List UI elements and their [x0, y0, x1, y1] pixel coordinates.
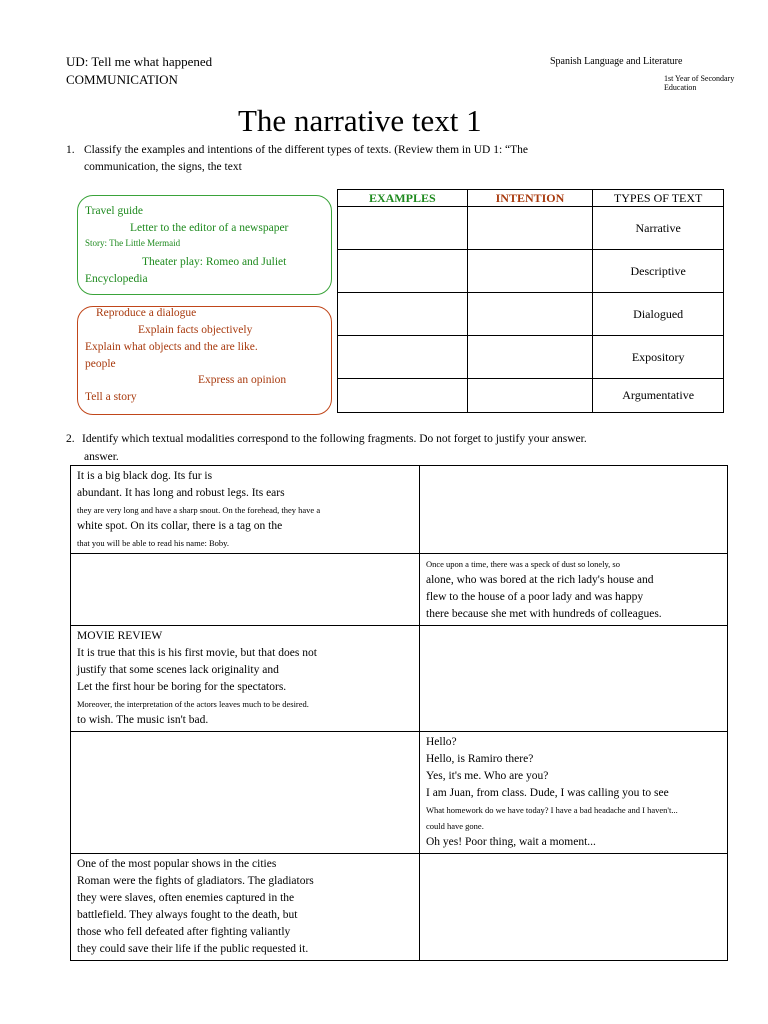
example-item: Encyclopedia — [85, 273, 148, 285]
fragment-line: white spot. On its collar, there is a tag on the — [77, 520, 283, 532]
fragment-line: battlefield. They always fought to the death, but — [77, 909, 298, 921]
type-cell: Descriptive — [593, 250, 724, 293]
page-title: The narrative text 1 — [238, 103, 482, 138]
intention-item: Explain facts objectively — [138, 324, 253, 336]
answer-cell[interactable] — [420, 466, 728, 554]
fragment-line: flew to the house of a poor lady and was happy — [426, 591, 644, 603]
type-cell: Argumentative — [593, 379, 724, 413]
fragment-cell-dialogue — [420, 732, 728, 854]
fragment-cell-descriptive — [71, 466, 420, 554]
q1-text-line1: Classify the examples and intentions of the different types of texts. (Review them in UD 1: “The — [84, 144, 529, 156]
fragment-cell-narrative — [420, 554, 728, 626]
intention-cell[interactable] — [467, 207, 593, 250]
examples-cell[interactable] — [338, 379, 468, 413]
fragment-line: I am Juan, from class. Dude, I was calling you to see — [426, 787, 669, 799]
fragment-line: they are very long and have a sharp snout. On the forehead, they have a — [77, 505, 321, 515]
answer-cell[interactable] — [420, 854, 728, 961]
answer-cell[interactable] — [71, 732, 420, 854]
fragments-table — [70, 465, 728, 961]
year-label: 1st Year of Secondary Education — [664, 74, 735, 92]
subject-label: Spanish Language and Literature — [550, 56, 683, 67]
fragment-line: MOVIE REVIEW — [77, 630, 163, 642]
fragment-line: Let the first hour be boring for the spectators. — [77, 681, 287, 693]
fragment-line: there because she met with hundreds of colleagues. — [426, 608, 662, 620]
q1-text-line2: communication, the signs, the text — [84, 161, 242, 173]
fragment-line: Hello? — [426, 736, 457, 748]
examples-cell[interactable] — [338, 207, 468, 250]
fragment-line: Oh yes! Poor thing, wait a moment... — [426, 836, 596, 848]
examples-cell[interactable] — [338, 293, 468, 336]
fragment-line: that you will be able to read his name: Boby. — [77, 538, 229, 548]
fragment-line: justify that some scenes lack originality and — [77, 664, 279, 676]
fragment-line: Roman were the fights of gladiators. The gladiators — [77, 875, 314, 887]
intention-cell[interactable] — [467, 336, 593, 379]
q2-number: 2. — [66, 433, 75, 445]
fragment-cell-expository — [71, 854, 420, 961]
fragment-line: It is a big black dog. Its fur is — [77, 470, 213, 482]
type-cell: Dialogued — [593, 293, 724, 336]
intention-cell[interactable] — [467, 379, 593, 413]
intention-cell[interactable] — [467, 250, 593, 293]
examples-cell[interactable] — [338, 336, 468, 379]
examples-box — [77, 195, 332, 295]
intention-item: Reproduce a dialogue — [96, 307, 197, 319]
fragment-line: Moreover, the interpretation of the actors leaves much to be desired. — [77, 699, 309, 709]
fragment-line: alone, who was bored at the rich lady's house and — [426, 574, 654, 586]
example-item: Travel guide — [85, 205, 144, 217]
answer-cell[interactable] — [71, 554, 420, 626]
fragment-line: those who fell defeated after fighting valiantly — [77, 926, 291, 938]
intentions-box — [77, 306, 332, 415]
fragment-line: One of the most popular shows in the cities — [77, 858, 277, 870]
q1-number: 1. — [66, 144, 75, 156]
fragment-line: to wish. The music isn't bad. — [77, 714, 209, 726]
answer-cell[interactable] — [420, 626, 728, 732]
q2-text-line2: answer. — [84, 451, 119, 463]
header-intention: INTENTION — [467, 190, 593, 207]
example-item: Letter to the editor of a newspaper — [130, 222, 289, 234]
type-cell: Expository — [593, 336, 724, 379]
fragment-line: abundant. It has long and robust legs. Its ears — [77, 487, 285, 499]
header-examples: EXAMPLES — [338, 190, 468, 207]
intention-item: people — [85, 358, 116, 370]
fragment-line: they could save their life if the public requested it. — [77, 943, 309, 955]
intention-item: Tell a story — [85, 391, 137, 403]
fragment-line: they were slaves, often enemies captured in the — [77, 892, 295, 904]
fragment-line: It is true that this is his first movie, but that does not — [77, 647, 317, 659]
intention-cell[interactable] — [467, 293, 593, 336]
fragment-line: What homework do we have today? I have a bad headache and I haven't... — [426, 805, 678, 815]
type-cell: Narrative — [593, 207, 724, 250]
fragment-line: Hello, is Ramiro there? — [426, 753, 534, 765]
example-item: Story: The Little Mermaid — [85, 238, 181, 248]
examples-cell[interactable] — [338, 250, 468, 293]
fragment-line: could have gone. — [426, 821, 484, 831]
fragment-line: Once upon a time, there was a speck of dust so lonely, so — [426, 559, 620, 569]
header-types: TYPES OF TEXT — [593, 190, 724, 207]
fragment-cell-review — [71, 626, 420, 732]
q2-text-line1: Identify which textual modalities correspond to the following fragments. Do not forget to justify your answer. — [82, 433, 587, 445]
intention-item: Express an opinion — [198, 374, 287, 386]
fragment-line: Yes, it's me. Who are you? — [426, 770, 549, 782]
classification-table — [337, 189, 724, 413]
example-item: Theater play: Romeo and Juliet — [142, 256, 287, 268]
intention-item: Explain what objects and the are like. — [85, 341, 258, 353]
unit-title: UD: Tell me what happened — [66, 54, 213, 69]
section-label: COMMUNICATION — [66, 72, 178, 87]
